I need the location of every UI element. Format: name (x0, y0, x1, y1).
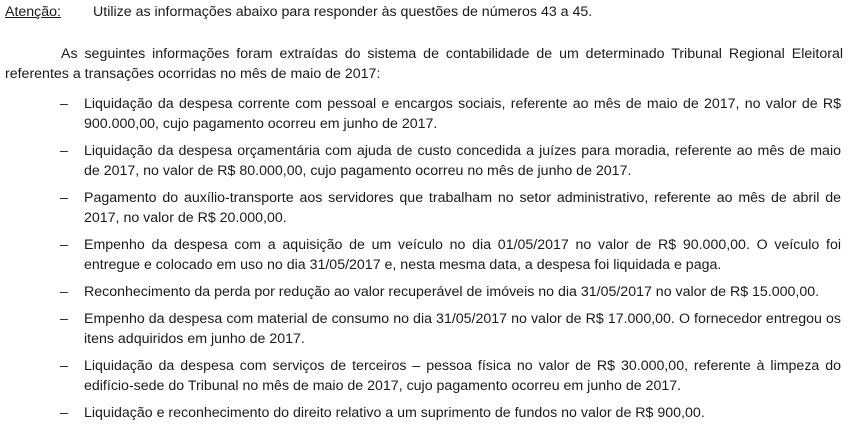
list-item (0, 94, 841, 134)
list-item (0, 282, 841, 302)
dash-bullet: – (60, 405, 68, 421)
dash-bullet: – (60, 96, 68, 112)
attention-note (5, 3, 845, 21)
dash-bullet: – (60, 284, 68, 300)
list-item-text: Liquidação e reconhecimento do direito relativo a um suprimento de fundos no valor de R$ 900,00. (84, 405, 705, 421)
list-item-text: Liquidação da despesa corrente com pessoal e encargos sociais, referente ao mês de maio de 2017, no valor de R$ 900.000,00, cujo pagamento ocorreu em junho de 2017. (84, 96, 841, 132)
attention-label: Atenção: (5, 4, 62, 20)
list-item-text: Liquidação da despesa com serviços de terceiros – pessoa física no valor de R$ 30.000,00, referente à limpeza do edifício-sede do Tribunal no mês de maio de 2017, cujo pagamento ocorreu em junho de 2017. (84, 358, 841, 394)
dash-bullet: – (60, 311, 68, 327)
list-item-text: Reconhecimento da perda por redução ao valor recuperável de imóveis no dia 31/05/2017 no valor de R$ 15.000,00. (84, 284, 820, 300)
list-item (0, 356, 841, 396)
dash-bullet: – (60, 190, 68, 206)
list-item (0, 309, 841, 349)
list-item-text: Pagamento do auxílio-transporte aos servidores que trabalham no setor administrativo, referente ao mês de abril de 2017, no valor de R$ 20.000,00. (84, 190, 841, 226)
dash-bullet: – (60, 143, 68, 159)
list-item (0, 403, 841, 423)
attention-text: Utilize as informações abaixo para responder às questões de números 43 a 45. (93, 4, 593, 20)
list-item-text: Empenho da despesa com material de consumo no dia 31/05/2017 no valor de R$ 17.000,00. O fornecedor entregou os itens adquiridos em junho de 2017. (84, 311, 841, 347)
list-item (0, 188, 841, 228)
transaction-list (0, 94, 860, 430)
dash-bullet: – (60, 358, 68, 374)
list-item (0, 141, 841, 181)
list-item-text: Empenho da despesa com a aquisição de um veículo no dia 01/05/2017 no valor de R$ 90.000,00. O veículo foi entregue e colocado em uso no dia 31/05/2017 e, nesta mesma data, a despesa foi liquidada e paga. (84, 237, 841, 273)
list-item-text: Liquidação da despesa orçamentária com ajuda de custo concedida a juízes para moradia, referente ao mês de maio de 2017, no valor de R$ 80.000,00, cujo pagamento ocorreu no mês de junho de 2017. (84, 143, 841, 179)
dash-bullet: – (60, 237, 68, 253)
list-item (0, 235, 841, 275)
intro-paragraph: As seguintes informações foram extraídas do sistema de contabilidade de um determinado Tribunal Regional Eleitoral referentes a transações ocorridas no mês de maio de 2017: (5, 46, 843, 82)
